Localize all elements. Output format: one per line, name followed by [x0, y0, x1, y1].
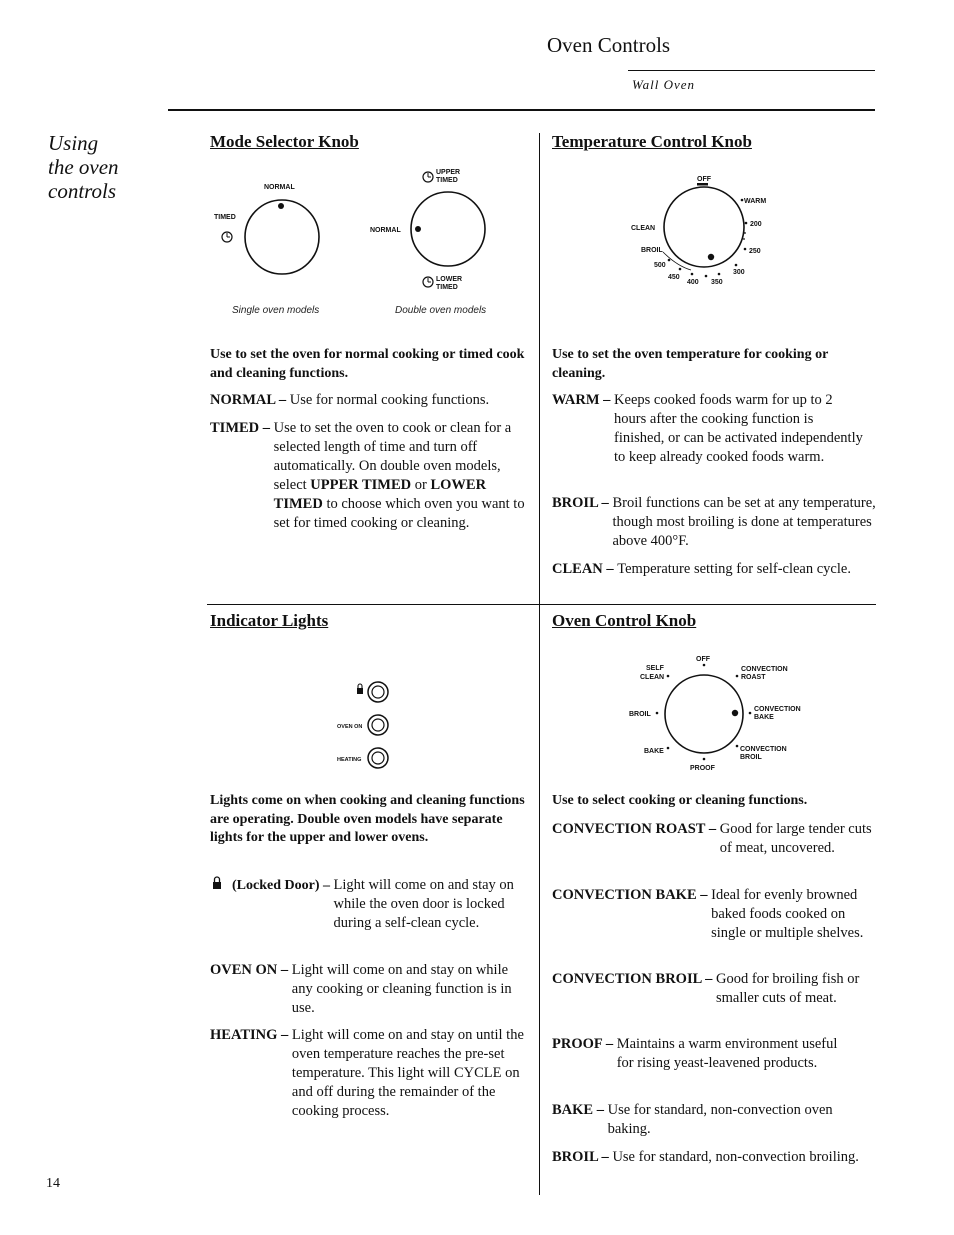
off-marker: [697, 183, 708, 186]
convection-broil-label: CONVECTION: [740, 746, 787, 753]
definition-item: [210, 419, 530, 533]
temperature-knob-intro: Use to set the oven temperature for cooking or cleaning.: [552, 347, 829, 381]
desc-bold: UPPER TIMED: [310, 477, 412, 493]
indicator-lights-diagram: [330, 676, 400, 772]
indicator-lights-heading: Indicator Lights: [210, 611, 329, 630]
definition-item: [210, 876, 522, 933]
lock-icon: [357, 684, 363, 694]
desc-bold: LOWER TIMED: [273, 477, 487, 512]
definition-term: BAKE –: [552, 1102, 608, 1118]
oven-control-knob-intro: Use to select cooking or cleaning functions.: [552, 793, 808, 808]
definition-desc: [274, 419, 530, 533]
temp-450-label: 450: [668, 274, 680, 281]
definition-term: CLEAN –: [552, 561, 618, 577]
bake-label: BAKE: [644, 748, 664, 755]
broil-label: BROIL: [641, 247, 663, 254]
side-heading: [48, 131, 178, 203]
definition-desc: Keeps cooked foods warm for up to 2 hours after the cooking function is finished, or can be activated independently to keep already cooked foods warm.: [614, 392, 863, 465]
definition-desc: Temperature setting for self-clean cycle.: [617, 561, 851, 577]
definition-desc: Use for standard, non-convection broiling.: [612, 1149, 859, 1165]
row-divider: [207, 604, 876, 605]
temp-250-label: 250: [749, 248, 761, 255]
definition-item: [552, 1035, 850, 1073]
term-text: (Locked Door) –: [232, 878, 334, 893]
definition-item: [210, 961, 522, 1018]
temperature-knob-heading: Temperature Control Knob: [552, 132, 752, 151]
definition-desc: Use for standard, non-convection oven baking.: [607, 1102, 833, 1137]
convection-bake-label: BAKE: [754, 714, 774, 721]
lock-icon: [210, 876, 224, 890]
proof-label: PROOF: [690, 765, 715, 772]
temp-350-label: 350: [711, 279, 723, 286]
dial-circle: [664, 187, 744, 267]
heating-label: HEATING: [337, 757, 362, 763]
warm-label: WARM: [744, 198, 767, 205]
side-heading-line: the oven: [48, 155, 119, 179]
section-rule: [168, 109, 875, 111]
oven-control-dial-diagram: [620, 648, 810, 776]
lower-timed-label: LOWER: [436, 276, 463, 283]
heating-light: [368, 748, 388, 768]
header-rule: [628, 70, 875, 71]
single-oven-caption: Single oven models: [232, 305, 320, 316]
mode-selector-intro: Use to set the oven for normal cooking or timed cook and cleaning functions.: [210, 347, 525, 381]
clock-icon: [222, 232, 232, 242]
definition-desc: Light will come on and stay on while any cooking or cleaning function is in use.: [291, 962, 512, 1016]
oven-on-label: OVEN ON: [337, 724, 363, 730]
knob-pointer-dot: [708, 254, 714, 260]
temp-300-label: 300: [733, 269, 745, 276]
clean-label: CLEAN: [631, 225, 656, 232]
definition-item: [552, 886, 876, 943]
definition-term: HEATING –: [210, 1027, 292, 1043]
broil-label: BROIL: [629, 711, 651, 718]
definition-desc: Maintains a warm environment useful for rising yeast-leavened products.: [616, 1036, 838, 1071]
definition-term: CONVECTION ROAST –: [552, 821, 720, 837]
locked-door-light: [368, 682, 388, 702]
dial-circle: [665, 675, 743, 753]
mode-selector-diagram: [205, 160, 535, 325]
definition-item: [210, 1026, 525, 1121]
single-oven-knob: [214, 184, 319, 274]
oven-control-knob-heading: Oven Control Knob: [552, 611, 697, 630]
temperature-dial-diagram: [625, 170, 785, 292]
desc-text: to choose which oven you want to set for timed cooking or cleaning.: [273, 496, 525, 531]
convection-roast-label: CONVECTION: [741, 666, 788, 673]
off-label: OFF: [697, 176, 711, 183]
lower-timed-label: TIMED: [436, 284, 458, 291]
definition-term: CONVECTION BAKE –: [552, 887, 712, 903]
definition-desc: Good for broiling fish or smaller cuts of meat.: [715, 971, 860, 1006]
broil-range-arc: [663, 252, 691, 270]
temp-500-label: 500: [654, 262, 666, 269]
temp-200-label: 200: [750, 221, 762, 228]
page-subtitle: Wall Oven: [632, 77, 696, 92]
upper-timed-label: TIMED: [436, 177, 458, 184]
self-clean-label: SELF: [646, 665, 664, 672]
page-number: 14: [46, 1176, 60, 1191]
definition-desc: Ideal for evenly browned baked foods cooked on single or multiple shelves.: [711, 887, 864, 941]
knob-pointer-dot: [415, 226, 421, 232]
off-label: OFF: [696, 656, 710, 663]
definition-term: NORMAL –: [210, 392, 290, 408]
convection-bake-label: CONVECTION: [754, 706, 801, 713]
definition-desc: Light will come on and stay on while the oven door is locked during a self-clean cycle.: [333, 877, 514, 931]
clock-icon: [423, 172, 433, 182]
definition-item: [552, 1148, 862, 1167]
definition-item: [552, 560, 867, 579]
temp-400-label: 400: [687, 279, 699, 286]
upper-timed-label: UPPER: [436, 169, 461, 176]
oven-on-light: [368, 715, 388, 735]
indicator-lights-intro: Lights come on when cooking and cleaning functions are operating. Double oven models have separate lights for the upper and lower ovens.: [210, 793, 525, 845]
definition-term: BROIL –: [552, 495, 613, 511]
convection-broil-label: BROIL: [740, 754, 762, 761]
definition-item: [552, 820, 876, 858]
definition-item: [552, 494, 876, 551]
definition-term: [210, 876, 334, 933]
definition-term: TIMED –: [210, 420, 274, 436]
double-oven-caption: Double oven models: [395, 305, 487, 316]
desc-text: or: [411, 477, 431, 493]
normal-label: NORMAL: [370, 227, 401, 234]
clock-icon: [423, 277, 433, 287]
convection-roast-label: ROAST: [741, 674, 766, 681]
definition-term: CONVECTION BROIL –: [552, 971, 716, 987]
column-divider: [539, 133, 540, 1195]
desc-text: Use to set the oven to cook or clean for a selected length of time and turn off automatically. On double oven models, select: [273, 420, 512, 493]
definition-term: BROIL –: [552, 1149, 613, 1165]
definition-desc: Light will come on and stay on until the oven temperature reaches the pre-set temperature. This light will CYCLE on and off during the remainder of the cooking process.: [291, 1027, 524, 1119]
timed-label: TIMED: [214, 214, 236, 221]
knob-pointer-dot: [278, 203, 284, 209]
definition-item: [552, 970, 867, 1008]
knob-pointer-dot: [732, 710, 738, 716]
normal-label: NORMAL: [264, 184, 295, 191]
definition-term: OVEN ON –: [210, 962, 292, 978]
definition-term: WARM –: [552, 392, 615, 408]
self-clean-label: CLEAN: [640, 674, 665, 681]
definition-term: PROOF –: [552, 1036, 617, 1052]
mode-selector-heading: Mode Selector Knob: [210, 132, 359, 151]
side-heading-line: controls: [48, 179, 117, 203]
definition-item: [552, 391, 864, 467]
definition-item: [552, 1101, 876, 1139]
side-heading-line: Using: [48, 131, 99, 155]
definition-item: [210, 391, 535, 410]
definition-desc: Broil functions can be set at any temperature, though most broiling is done at temperatures above 400°F.: [612, 495, 876, 549]
definition-desc: Good for large tender cuts of meat, uncovered.: [719, 821, 872, 856]
double-oven-knob: [370, 169, 485, 291]
definition-desc: Use for normal cooking functions.: [289, 392, 490, 408]
page-title: Oven Controls: [547, 33, 671, 57]
